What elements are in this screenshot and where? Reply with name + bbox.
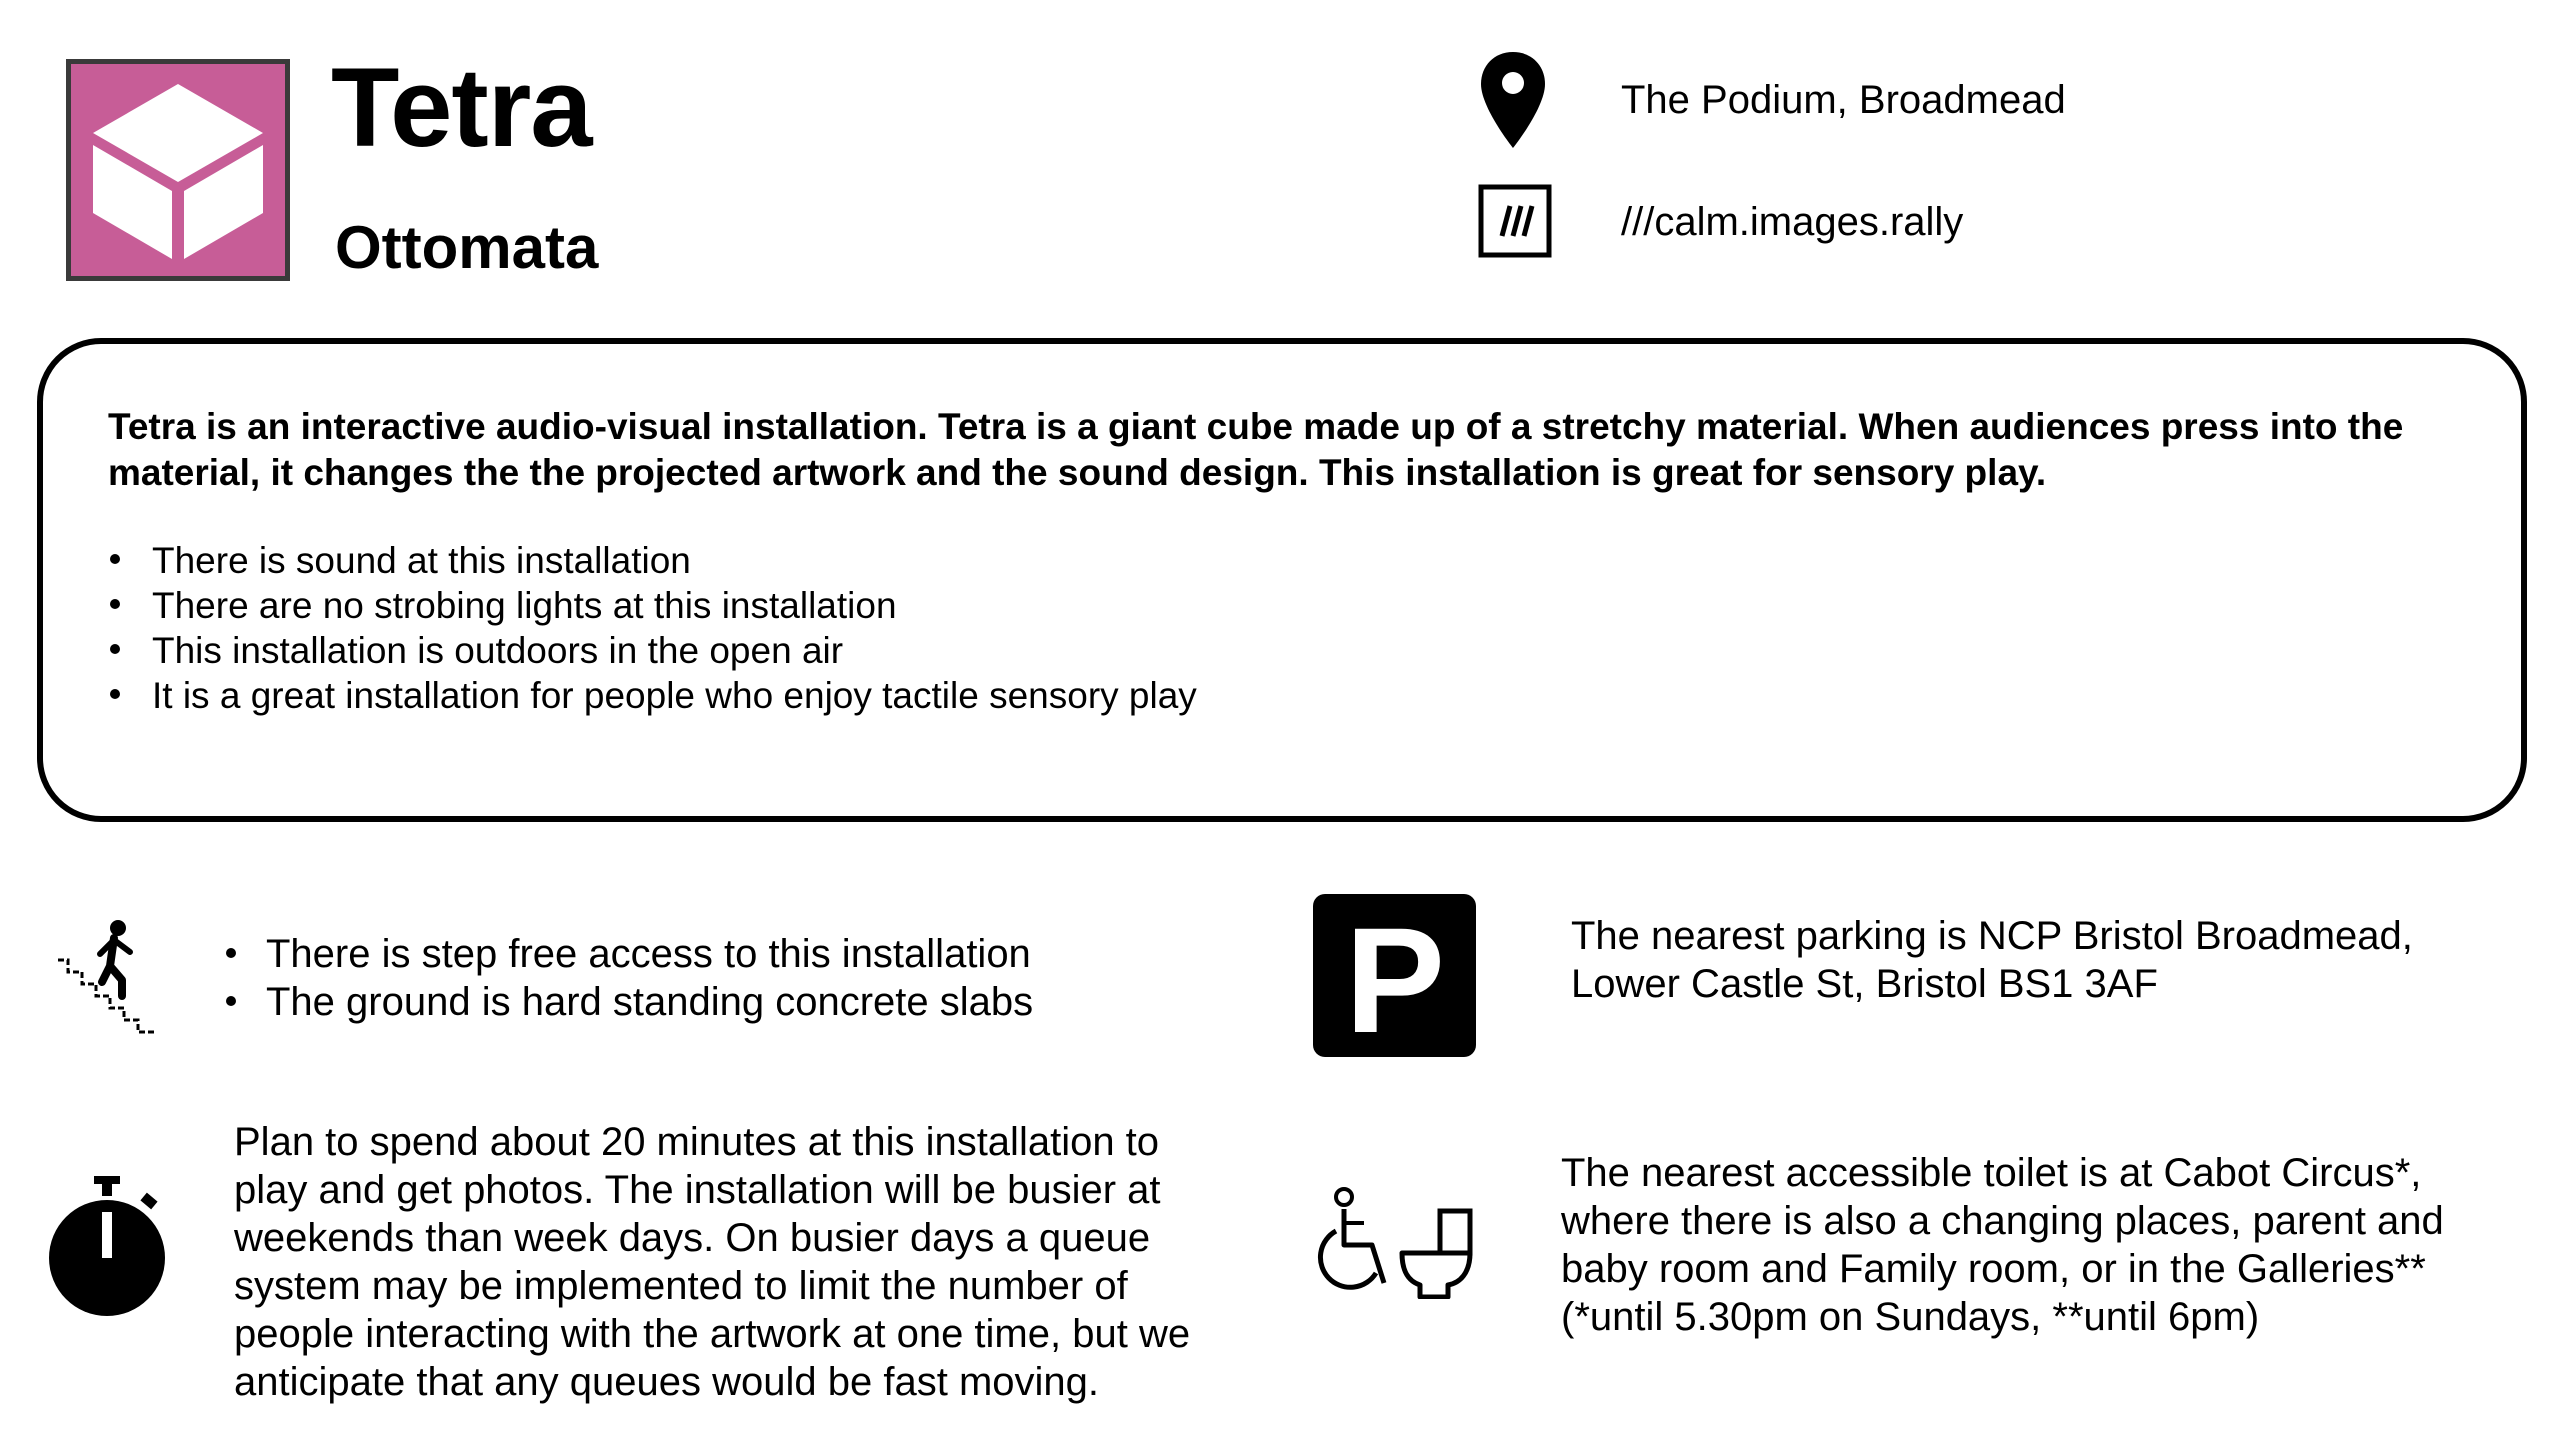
access-bullet-list bbox=[222, 930, 1033, 1026]
parking-icon bbox=[1313, 894, 1476, 1057]
list-item: There are no strobing lights at this installation bbox=[108, 583, 1197, 628]
artist-name: Ottomata bbox=[335, 214, 599, 281]
list-item: There is sound at this installation bbox=[108, 538, 1197, 583]
description-intro: Tetra is an interactive audio-visual installation. Tetra is a giant cube made up of a stretchy material. When audiences press into the material, it changes the the projected artwork and the sound design. This installation is great for sensory play. bbox=[108, 406, 2404, 493]
map-pin-icon bbox=[1478, 50, 1548, 150]
description-bullet-list bbox=[108, 538, 1197, 718]
cube-logo-icon bbox=[66, 59, 290, 281]
accessible-toilet-icon bbox=[1314, 1187, 1474, 1299]
what3words-address: ///calm.images.rally bbox=[1621, 200, 1964, 244]
parking-letter: P bbox=[1344, 896, 1446, 1057]
installation-title: Tetra bbox=[331, 45, 592, 170]
list-item: It is a great installation for people who enjoy tactile sensory play bbox=[108, 673, 1197, 718]
location-text: The Podium, Broadmead bbox=[1621, 78, 2066, 122]
stairs-walker-icon bbox=[56, 918, 160, 1034]
list-item: The ground is hard standing concrete slabs bbox=[222, 978, 1033, 1026]
what3words-icon bbox=[1478, 184, 1552, 258]
list-item: There is step free access to this installation bbox=[222, 930, 1033, 978]
accessible-toilet-info: The nearest accessible toilet is at Cabot Circus*, where there is also a changing places, parent and baby room and Family room, or in the Galleries** (*until 5.30pm on Sundays, **until 6pm) bbox=[1561, 1151, 2444, 1339]
list-item: This installation is outdoors in the open air bbox=[108, 628, 1197, 673]
visit-duration-info: Plan to spend about 20 minutes at this installation to play and get photos. The installation will be busier at weekends than week days. On busier days a queue system may be implemented to limit the number of people interacting with the artwork at one time, but we anticipate that any queues would be fast moving. bbox=[234, 1120, 1191, 1404]
stopwatch-icon bbox=[46, 1174, 168, 1316]
parking-info: The nearest parking is NCP Bristol Broadmead, Lower Castle St, Bristol BS1 3AF bbox=[1571, 914, 2413, 1006]
